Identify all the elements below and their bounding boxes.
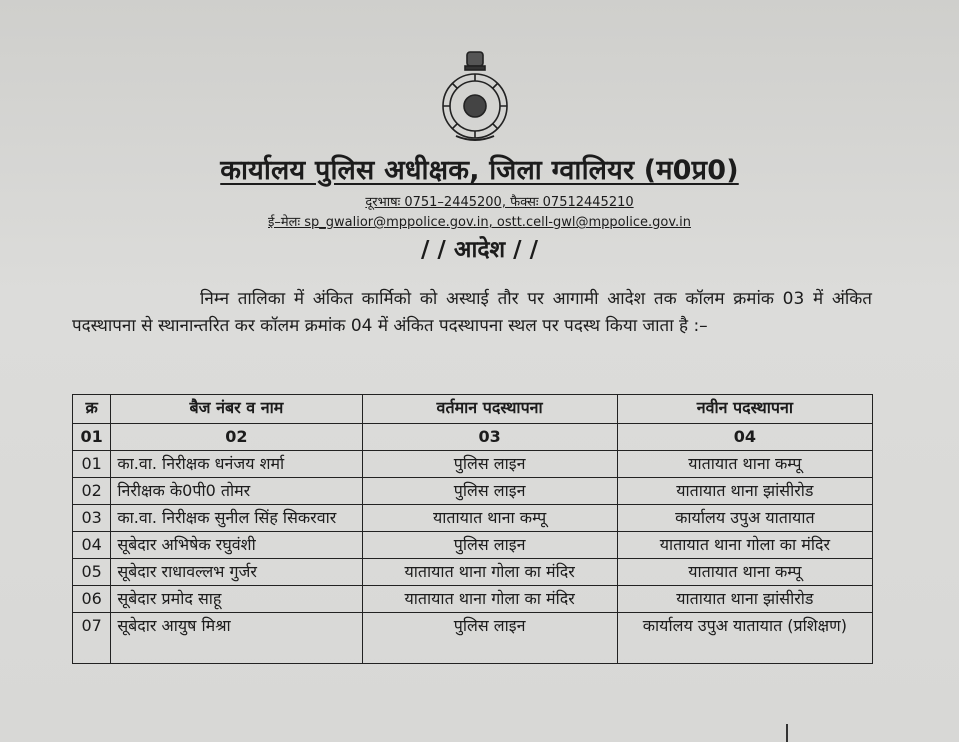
row-new-posting: यातायात थाना झांसीरोड bbox=[617, 478, 872, 505]
row-current-posting: पुलिस लाइन bbox=[362, 613, 617, 664]
row-current-posting: पुलिस लाइन bbox=[362, 532, 617, 559]
email-line: ई–मेलः sp_gwalior@mppolice.gov.in, ostt.cell-gwl@mppolice.gov.in bbox=[268, 215, 691, 230]
table-header-row bbox=[73, 395, 873, 424]
row-serial: 06 bbox=[73, 586, 111, 613]
table-row bbox=[73, 478, 873, 505]
table-row bbox=[73, 559, 873, 586]
header-serial: क्र bbox=[73, 395, 111, 424]
police-emblem-icon bbox=[432, 48, 518, 144]
row-new-posting: यातायात थाना कम्पू bbox=[617, 451, 872, 478]
row-serial: 05 bbox=[73, 559, 111, 586]
row-new-posting: कार्यालय उपुअ यातायात bbox=[617, 505, 872, 532]
table-row bbox=[73, 586, 873, 613]
order-heading: / / आदेश / / bbox=[421, 237, 538, 263]
table-row bbox=[73, 532, 873, 559]
column-number-row bbox=[73, 424, 873, 451]
row-new-posting: कार्यालय उपुअ यातायात (प्रशिक्षण) bbox=[617, 613, 872, 664]
row-name: निरीक्षक के0पी0 तोमर bbox=[111, 478, 362, 505]
header-current-posting: वर्तमान पदस्थापना bbox=[362, 395, 617, 424]
phone-fax-line: दूरभाषः 0751–2445200, फैक्सः 07512445210 bbox=[365, 195, 634, 210]
table-row bbox=[73, 451, 873, 478]
table-row bbox=[73, 505, 873, 532]
row-name: सूबेदार अभिषेक रघुवंशी bbox=[111, 532, 362, 559]
order-paragraph: निम्न तालिका में अंकित कार्मिको को अस्थाई तौर पर आगामी आदेश तक कॉलम क्रमांक 03 में अंकित पदस्थापना से स्थानान्तरित कर कॉलम क्रमांक 04 में अंकित पदस्थापना स्थल पर पदस्थ किया जाता है :– bbox=[72, 289, 872, 336]
row-name: सूबेदार राधावल्लभ गुर्जर bbox=[111, 559, 362, 586]
row-serial: 04 bbox=[73, 532, 111, 559]
column-number: 02 bbox=[111, 424, 362, 451]
office-title: कार्यालय पुलिस अधीक्षक, जिला ग्वालियर (म0प्र0) bbox=[220, 155, 739, 186]
row-name: सूबेदार प्रमोद साहू bbox=[111, 586, 362, 613]
row-current-posting: पुलिस लाइन bbox=[362, 478, 617, 505]
column-number: 04 bbox=[617, 424, 872, 451]
row-new-posting: यातायात थाना कम्पू bbox=[617, 559, 872, 586]
row-serial: 07 bbox=[73, 613, 111, 664]
row-new-posting: यातायात थाना गोला का मंदिर bbox=[617, 532, 872, 559]
page-mark bbox=[786, 724, 788, 742]
row-name: सूबेदार आयुष मिश्रा bbox=[111, 613, 362, 664]
header-name: बैज नंबर व नाम bbox=[111, 395, 362, 424]
row-current-posting: यातायात थाना कम्पू bbox=[362, 505, 617, 532]
row-serial: 01 bbox=[73, 451, 111, 478]
row-current-posting: पुलिस लाइन bbox=[362, 451, 617, 478]
row-serial: 03 bbox=[73, 505, 111, 532]
row-serial: 02 bbox=[73, 478, 111, 505]
row-current-posting: यातायात थाना गोला का मंदिर bbox=[362, 559, 617, 586]
transfer-table bbox=[72, 394, 873, 664]
row-new-posting: यातायात थाना झांसीरोड bbox=[617, 586, 872, 613]
row-current-posting: यातायात थाना गोला का मंदिर bbox=[362, 586, 617, 613]
column-number: 03 bbox=[362, 424, 617, 451]
row-name: का.वा. निरीक्षक धनंजय शर्मा bbox=[111, 451, 362, 478]
header-new-posting: नवीन पदस्थापना bbox=[617, 395, 872, 424]
row-name: का.वा. निरीक्षक सुनील सिंह सिकरवार bbox=[111, 505, 362, 532]
table-row bbox=[73, 613, 873, 664]
column-number: 01 bbox=[73, 424, 111, 451]
